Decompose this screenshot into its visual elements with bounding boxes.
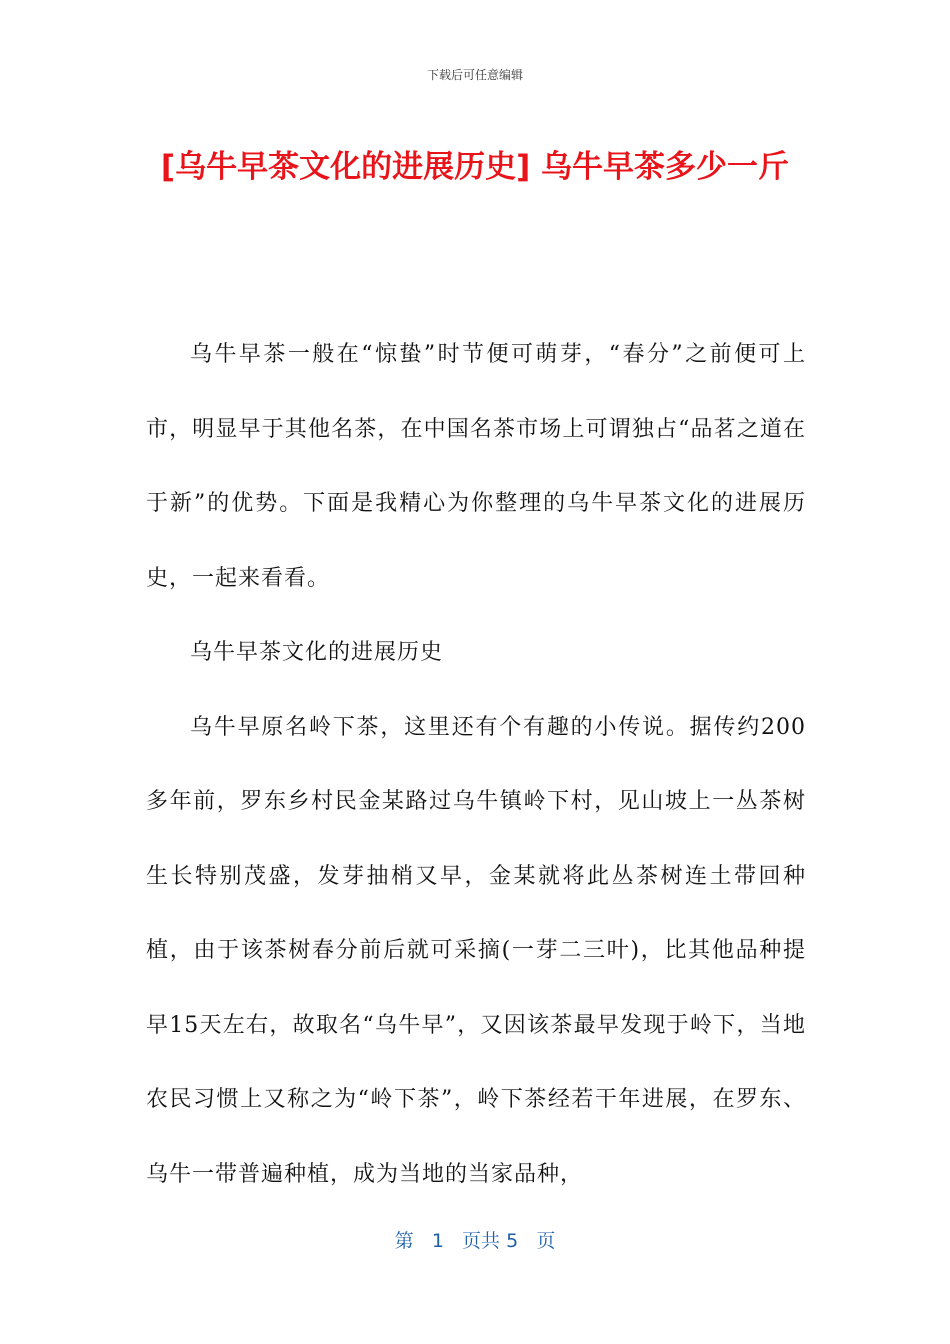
page-title: [乌牛早茶文化的进展历史] 乌牛早茶多少一斤	[160, 149, 790, 185]
paragraph-history: 乌牛早原名岭下茶，这里还有个有趣的小传说。据传约200多年前，罗东乡村民金某路过乌牛镇岭下村，见山坡上一丛茶树生长特别茂盛，发芽抽梢又早，金某就将此丛茶树连土带回种植，由于该茶树春分前后就可采摘(一芽二三叶)，比其他品种提早15天左右，故取名“乌牛早”，又因该茶最早发现于岭下，当地农民习惯上又称之为“岭下茶”，岭下茶经若干年进展，在罗东、乌牛一带普遍种植，成为当地的当家品种，	[146, 714, 806, 1187]
document-body	[146, 318, 806, 1212]
footer-page-number: 1	[431, 1230, 444, 1252]
header-note: 下载后可任意编辑	[426, 68, 523, 82]
paragraph-intro: 乌牛早茶一般在“惊蛰”时节便可萌芽，“春分”之前便可上市，明显早于其他名茶，在中国名茶市场上可谓独占“品茗之道在于新”的优势。下面是我精心为你整理的乌牛早茶文化的进展历史，一起来看看。	[146, 342, 806, 591]
footer-suffix: 页	[536, 1230, 556, 1252]
section-heading: 乌牛早茶文化的进展历史	[190, 640, 444, 665]
footer-middle: 页共	[462, 1230, 501, 1252]
page-footer	[0, 1226, 950, 1253]
footer-total-pages: 5	[506, 1230, 519, 1252]
footer-prefix: 第	[394, 1230, 414, 1252]
